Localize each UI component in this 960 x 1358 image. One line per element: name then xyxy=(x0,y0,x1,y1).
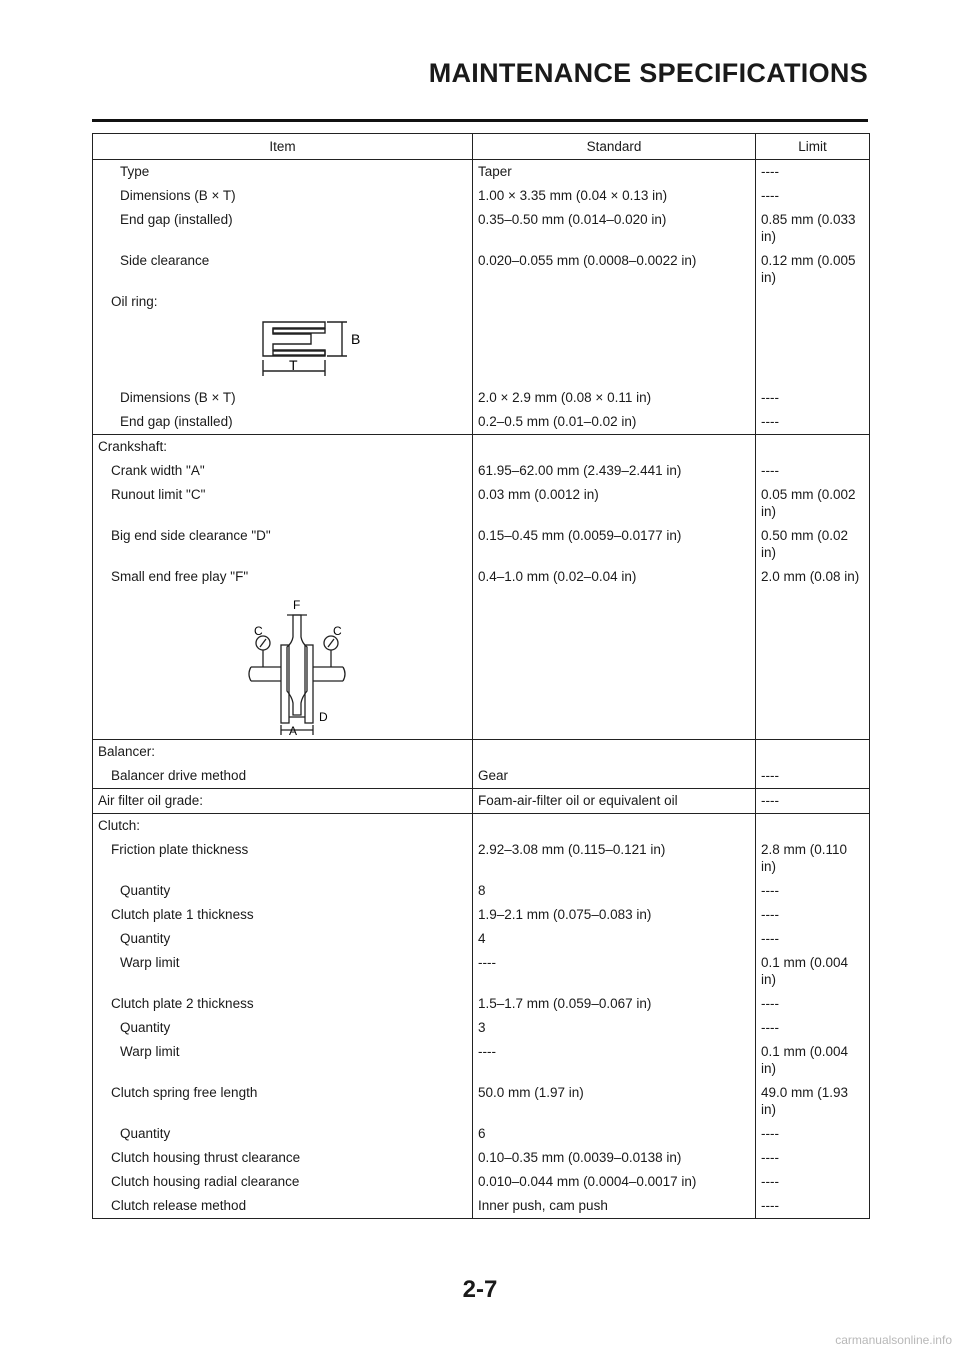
page-number: 2-7 xyxy=(462,1276,498,1303)
row-item: Quantity xyxy=(93,1016,473,1040)
crankshaft-diagram-svg xyxy=(111,585,481,735)
row-standard: 0.010–0.044 mm (0.0004–0.0017 in) xyxy=(473,1170,756,1194)
section-header-row xyxy=(93,814,870,839)
row-limit: ---- xyxy=(756,764,870,789)
row-limit: 0.1 mm (0.004 in) xyxy=(756,1040,870,1081)
row-standard: 6 xyxy=(473,1122,756,1146)
oil-ring-diagram-svg xyxy=(111,310,481,382)
diagram-label-c-left: C xyxy=(254,624,263,638)
watermark: carmanualsonline.info xyxy=(835,1333,952,1347)
table-row xyxy=(93,290,870,386)
row-limit: ---- xyxy=(756,927,870,951)
row-limit: 2.0 mm (0.08 in) xyxy=(756,565,870,740)
row-item: Big end side clearance "D" xyxy=(93,524,473,565)
row-item: Clutch plate 1 thickness xyxy=(93,903,473,927)
section-label: Balancer: xyxy=(93,740,473,765)
row-item: Dimensions (B × T) xyxy=(93,386,473,410)
row-standard: 61.95–62.00 mm (2.439–2.441 in) xyxy=(473,459,756,483)
row-limit xyxy=(756,290,870,386)
row-standard: 0.4–1.0 mm (0.02–0.04 in) xyxy=(473,565,756,740)
row-limit: 2.8 mm (0.110 in) xyxy=(756,838,870,879)
table-row xyxy=(93,524,870,565)
row-limit: ---- xyxy=(756,184,870,208)
row-standard: Taper xyxy=(473,160,756,185)
table-row xyxy=(93,1122,870,1146)
row-standard: 2.92–3.08 mm (0.115–0.121 in) xyxy=(473,838,756,879)
table-row xyxy=(93,789,870,814)
row-limit: ---- xyxy=(756,1170,870,1194)
row-standard xyxy=(473,290,756,386)
table-row xyxy=(93,1081,870,1122)
row-limit: ---- xyxy=(756,1122,870,1146)
row-item: Clutch plate 2 thickness xyxy=(93,992,473,1016)
row-standard: 0.020–0.055 mm (0.0008–0.0022 in) xyxy=(473,249,756,290)
row-limit: ---- xyxy=(756,1016,870,1040)
row-item: Quantity xyxy=(93,927,473,951)
row-item-label: Small end free play "F" xyxy=(111,569,249,584)
table-row xyxy=(93,1194,870,1219)
row-limit xyxy=(756,814,870,839)
table-row xyxy=(93,1146,870,1170)
diagram-label-b: B xyxy=(351,331,361,347)
row-standard: 1.5–1.7 mm (0.059–0.067 in) xyxy=(473,992,756,1016)
row-item: Clutch release method xyxy=(93,1194,473,1219)
table-row xyxy=(93,184,870,208)
diagram-label-t: T xyxy=(289,357,298,373)
row-item: Clutch spring free length xyxy=(93,1081,473,1122)
table-row xyxy=(93,951,870,992)
row-item xyxy=(93,290,473,386)
row-standard: 0.10–0.35 mm (0.0039–0.0138 in) xyxy=(473,1146,756,1170)
page-title: MAINTENANCE SPECIFICATIONS xyxy=(428,58,868,88)
row-standard: 3 xyxy=(473,1016,756,1040)
row-standard: ---- xyxy=(473,1040,756,1081)
row-limit: ---- xyxy=(756,1146,870,1170)
row-limit: ---- xyxy=(756,1194,870,1219)
diagram-label-c-right: C xyxy=(333,624,342,638)
row-limit: 0.05 mm (0.002 in) xyxy=(756,483,870,524)
row-standard: Gear xyxy=(473,764,756,789)
column-header-item: Item xyxy=(93,134,473,160)
row-item: Type xyxy=(93,160,473,185)
table-row xyxy=(93,764,870,789)
row-item: End gap (installed) xyxy=(93,410,473,435)
row-item: Side clearance xyxy=(93,249,473,290)
row-standard: 0.03 mm (0.0012 in) xyxy=(473,483,756,524)
row-limit: 0.12 mm (0.005 in) xyxy=(756,249,870,290)
row-standard xyxy=(473,814,756,839)
row-standard: Inner push, cam push xyxy=(473,1194,756,1219)
row-item-label: Oil ring: xyxy=(111,294,158,309)
table-row xyxy=(93,927,870,951)
row-standard xyxy=(473,435,756,460)
row-item: Quantity xyxy=(93,879,473,903)
row-limit xyxy=(756,740,870,765)
table-row xyxy=(93,160,870,185)
row-limit: 49.0 mm (1.93 in) xyxy=(756,1081,870,1122)
row-standard: 0.35–0.50 mm (0.014–0.020 in) xyxy=(473,208,756,249)
column-header-limit: Limit xyxy=(756,134,870,160)
row-limit: ---- xyxy=(756,879,870,903)
row-item: Clutch housing thrust clearance xyxy=(93,1146,473,1170)
row-item: Crank width "A" xyxy=(93,459,473,483)
spec-table xyxy=(92,133,870,1219)
row-item: End gap (installed) xyxy=(93,208,473,249)
row-standard: 2.0 × 2.9 mm (0.08 × 0.11 in) xyxy=(473,386,756,410)
row-limit: ---- xyxy=(756,992,870,1016)
section-label: Crankshaft: xyxy=(93,435,473,460)
table-row xyxy=(93,838,870,879)
diagram-label-f: F xyxy=(293,598,301,612)
row-standard: 0.2–0.5 mm (0.01–0.02 in) xyxy=(473,410,756,435)
row-limit: ---- xyxy=(756,789,870,814)
row-limit: ---- xyxy=(756,386,870,410)
table-row xyxy=(93,249,870,290)
row-limit: 0.85 mm (0.033 in) xyxy=(756,208,870,249)
row-standard: 0.15–0.45 mm (0.0059–0.0177 in) xyxy=(473,524,756,565)
table-row xyxy=(93,1170,870,1194)
row-item xyxy=(93,565,473,740)
table-row xyxy=(93,992,870,1016)
header-rule xyxy=(92,119,868,122)
row-standard: 8 xyxy=(473,879,756,903)
row-limit: ---- xyxy=(756,903,870,927)
row-standard: 1.9–2.1 mm (0.075–0.083 in) xyxy=(473,903,756,927)
row-limit: ---- xyxy=(756,410,870,435)
row-limit: ---- xyxy=(756,459,870,483)
row-item: Warp limit xyxy=(93,951,473,992)
table-row xyxy=(93,903,870,927)
table-row xyxy=(93,565,870,740)
row-item: Quantity xyxy=(93,1122,473,1146)
row-standard xyxy=(473,740,756,765)
table-row xyxy=(93,386,870,410)
table-row xyxy=(93,483,870,524)
table-row xyxy=(93,879,870,903)
row-standard: 50.0 mm (1.97 in) xyxy=(473,1081,756,1122)
row-item: Balancer drive method xyxy=(93,764,473,789)
row-limit: 0.1 mm (0.004 in) xyxy=(756,951,870,992)
row-item: Runout limit "C" xyxy=(93,483,473,524)
table-row xyxy=(93,208,870,249)
section-label: Clutch: xyxy=(93,814,473,839)
table-row xyxy=(93,1040,870,1081)
table-header-row xyxy=(93,134,870,160)
oil-ring-diagram xyxy=(111,310,467,382)
row-item: Warp limit xyxy=(93,1040,473,1081)
row-item: Clutch housing radial clearance xyxy=(93,1170,473,1194)
crankshaft-diagram xyxy=(111,585,467,735)
row-limit: 0.50 mm (0.02 in) xyxy=(756,524,870,565)
row-standard: Foam-air-filter oil or equivalent oil xyxy=(473,789,756,814)
row-item: Friction plate thickness xyxy=(93,838,473,879)
table-row xyxy=(93,459,870,483)
column-header-standard: Standard xyxy=(473,134,756,160)
diagram-label-d: D xyxy=(319,710,328,724)
row-standard: 4 xyxy=(473,927,756,951)
section-header-row xyxy=(93,740,870,765)
row-standard: 1.00 × 3.35 mm (0.04 × 0.13 in) xyxy=(473,184,756,208)
table-row xyxy=(93,1016,870,1040)
row-item: Dimensions (B × T) xyxy=(93,184,473,208)
diagram-label-a: A xyxy=(289,724,298,735)
row-standard: ---- xyxy=(473,951,756,992)
row-limit xyxy=(756,435,870,460)
section-header-row xyxy=(93,435,870,460)
table-row xyxy=(93,410,870,435)
row-item: Air filter oil grade: xyxy=(93,789,473,814)
row-limit: ---- xyxy=(756,160,870,185)
